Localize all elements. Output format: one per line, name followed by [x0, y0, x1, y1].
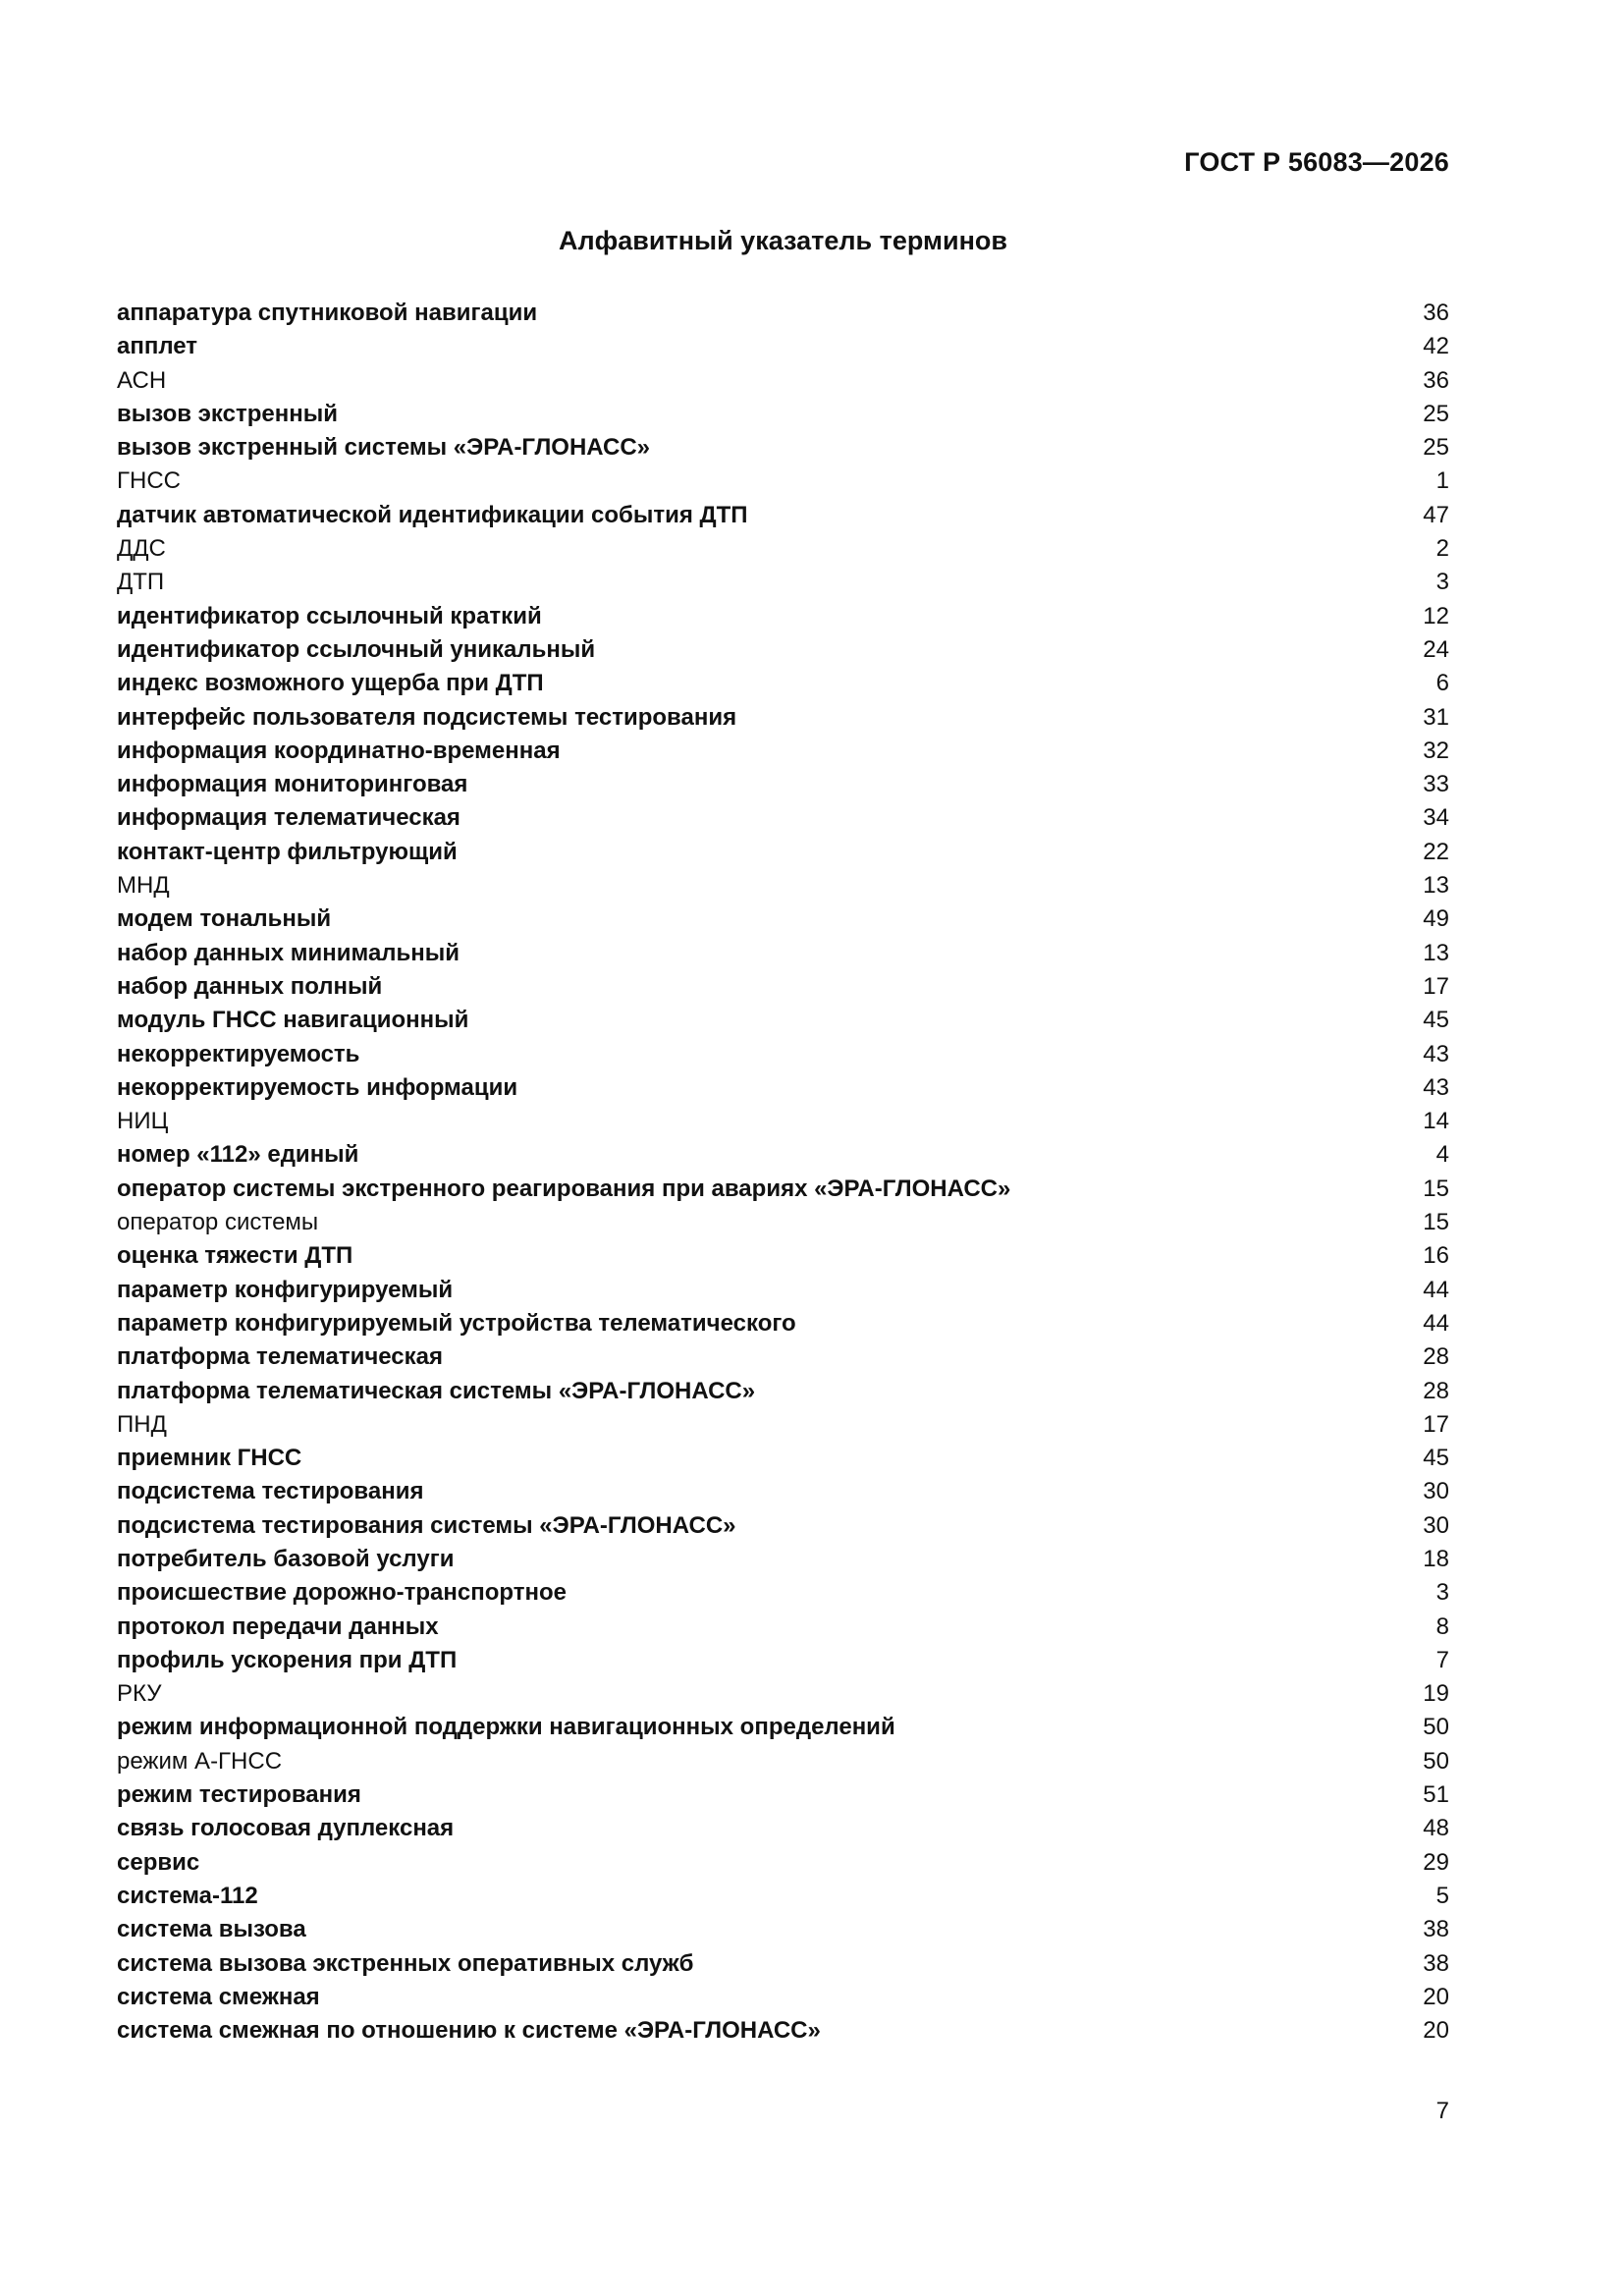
index-entry — [117, 735, 1449, 768]
index-entry-term: МНД — [117, 872, 170, 900]
index-entry-term: вызов экстренный — [117, 400, 338, 427]
index-entry — [117, 869, 1449, 902]
index-entry — [117, 1880, 1449, 1913]
index-entry-term: набор данных полный — [117, 972, 383, 1000]
index-entry-page: 25 — [1423, 434, 1449, 462]
index-entry-page: 2 — [1435, 535, 1449, 563]
index-entry — [117, 1677, 1449, 1711]
index-entry-page: 43 — [1423, 1040, 1449, 1067]
index-entry — [117, 1274, 1449, 1307]
index-entry-page: 6 — [1435, 670, 1449, 697]
index-entry-page: 45 — [1423, 1445, 1449, 1472]
index-entry-term: контакт-центр фильтрующий — [117, 838, 458, 865]
index-entry-term: система вызова экстренных оперативных служб — [117, 1949, 694, 1977]
index-entry-page: 20 — [1423, 2017, 1449, 2045]
index-entry-page: 29 — [1423, 1848, 1449, 1876]
index-entry-page: 8 — [1435, 1613, 1449, 1640]
index-entry-term: некорректируемость информации — [117, 1073, 518, 1101]
index-entry-term: профиль ускорения при ДТП — [117, 1646, 458, 1673]
index-entry-term: оператор системы экстренного реагирования при авариях «ЭРА-ГЛОНАСС» — [117, 1175, 1011, 1202]
index-entry — [117, 633, 1449, 667]
index-entry — [117, 1408, 1449, 1442]
index-entry — [117, 1239, 1449, 1273]
index-entry-term: набор данных минимальный — [117, 939, 460, 966]
index-entry-page: 49 — [1423, 905, 1449, 933]
index-entry — [117, 1711, 1449, 1744]
index-entry-term: система вызова — [117, 1916, 306, 1943]
index-entry-page: 50 — [1423, 1747, 1449, 1775]
index-entry-page: 3 — [1435, 569, 1449, 596]
index-entry — [117, 1846, 1449, 1880]
index-entry-page: 48 — [1423, 1815, 1449, 1842]
index-entry-term: платформа телематическая системы «ЭРА-ГЛОНАСС» — [117, 1377, 756, 1404]
index-entry — [117, 1442, 1449, 1475]
index-entry-term: параметр конфигурируемый устройства телематического — [117, 1309, 796, 1337]
index-entry-term: ДТП — [117, 569, 165, 596]
index-entry-page: 18 — [1423, 1545, 1449, 1572]
index-entry-page: 36 — [1423, 300, 1449, 326]
index-entry — [117, 499, 1449, 532]
index-entry — [117, 2014, 1449, 2048]
index-entry-page: 24 — [1423, 635, 1449, 663]
index-entry-term: параметр конфигурируемый — [117, 1276, 454, 1303]
index-entry — [117, 431, 1449, 465]
index-entry-page: 30 — [1423, 1478, 1449, 1505]
index-entry-term: аппаратура спутниковой навигации — [117, 300, 538, 326]
index-entry-page: 44 — [1423, 1309, 1449, 1337]
index-entry-term: номер «112» единый — [117, 1141, 359, 1169]
index-entry-term: сервис — [117, 1848, 200, 1876]
index-entry-page: 12 — [1423, 602, 1449, 629]
index-entry — [117, 1981, 1449, 2014]
index-entry-page: 25 — [1423, 400, 1449, 427]
index-entry-page: 51 — [1423, 1781, 1449, 1809]
index-entry-page: 30 — [1423, 1511, 1449, 1539]
index-entry-term: связь голосовая дуплексная — [117, 1815, 455, 1842]
index-entry-term: ГНСС — [117, 467, 181, 495]
index-entry-page: 13 — [1423, 939, 1449, 966]
index-entry-term: информация мониторинговая — [117, 771, 468, 798]
index-entry — [117, 297, 1449, 330]
index-entry-page: 1 — [1435, 467, 1449, 495]
index-entry — [117, 1611, 1449, 1644]
index-entry-term: система смежная — [117, 1983, 320, 2010]
index-entry — [117, 1745, 1449, 1778]
index-entry-term: модуль ГНСС навигационный — [117, 1007, 469, 1034]
index-entry-term: протокол передачи данных — [117, 1613, 439, 1640]
index-entry-term: информация координатно-временная — [117, 737, 561, 764]
index-entry-term: РКУ — [117, 1680, 162, 1708]
index-entry — [117, 330, 1449, 363]
index-entry-page: 17 — [1423, 1410, 1449, 1438]
index-entry-page: 16 — [1423, 1242, 1449, 1270]
index-entry — [117, 1105, 1449, 1138]
index-entry — [117, 1778, 1449, 1812]
index-entry-term: оценка тяжести ДТП — [117, 1242, 353, 1270]
page-number: 7 — [1435, 2098, 1449, 2124]
index-entry — [117, 836, 1449, 869]
index-entry-page: 15 — [1423, 1209, 1449, 1236]
index-entry-page: 43 — [1423, 1073, 1449, 1101]
index-entry — [117, 1947, 1449, 1981]
index-entry — [117, 768, 1449, 801]
index-entry — [117, 1812, 1449, 1845]
index-entry-page: 20 — [1423, 1983, 1449, 2010]
index-entry-page: 28 — [1423, 1343, 1449, 1371]
index-entry-page: 47 — [1423, 501, 1449, 528]
index-entry-term: интерфейс пользователя подсистемы тестирования — [117, 703, 737, 731]
index-entry-term: ПНД — [117, 1410, 167, 1438]
index-entry-page: 13 — [1423, 872, 1449, 900]
index-entry-term: потребитель базовой услуги — [117, 1545, 455, 1572]
index-entry — [117, 1307, 1449, 1340]
index-entry — [117, 465, 1449, 498]
index-title: Алфавитный указатель терминов — [559, 226, 1007, 255]
index-entry-term: модем тональный — [117, 905, 332, 933]
index-entry — [117, 1004, 1449, 1037]
index-entry-term: приемник ГНСС — [117, 1445, 302, 1472]
index-entry-term: система смежная по отношению к системе «ЭРА-ГЛОНАСС» — [117, 2017, 821, 2045]
index-entry-page: 7 — [1435, 1646, 1449, 1673]
index-entry — [117, 970, 1449, 1004]
index-entry-term: апплет — [117, 333, 198, 360]
index-entry-term: режим информационной поддержки навигационных определений — [117, 1714, 895, 1741]
index-entry — [117, 1644, 1449, 1677]
index-entry-term: индекс возможного ущерба при ДТП — [117, 670, 544, 697]
index-entry — [117, 1206, 1449, 1239]
index-entry — [117, 937, 1449, 970]
index-entry-page: 22 — [1423, 838, 1449, 865]
index-entry-term: платформа телематическая — [117, 1343, 444, 1371]
index-entry — [117, 1340, 1449, 1374]
index-entry — [117, 1173, 1449, 1206]
index-entry — [117, 1475, 1449, 1508]
index-entry — [117, 398, 1449, 431]
index-entry-page: 3 — [1435, 1579, 1449, 1607]
index-entry-term: некорректируемость — [117, 1040, 360, 1067]
index-entry-term: режим А-ГНСС — [117, 1747, 283, 1775]
index-entry-term: оператор системы — [117, 1209, 319, 1236]
index-entry-page: 42 — [1423, 333, 1449, 360]
index-entry — [117, 600, 1449, 633]
index-entry — [117, 1375, 1449, 1408]
index-entry-page: 36 — [1423, 366, 1449, 394]
index-entry-term: режим тестирования — [117, 1781, 361, 1809]
index-entry — [117, 1509, 1449, 1543]
index-entry-page: 15 — [1423, 1175, 1449, 1202]
index-entry-page: 38 — [1423, 1949, 1449, 1977]
index-entry-term: подсистема тестирования — [117, 1478, 424, 1505]
index-entry — [117, 532, 1449, 566]
document-code: ГОСТ Р 56083—2026 — [1184, 147, 1449, 177]
index-entry — [117, 364, 1449, 398]
index-entry-term: ДДС — [117, 535, 166, 563]
index-entry-page: 50 — [1423, 1714, 1449, 1741]
index-entry-term: НИЦ — [117, 1108, 169, 1135]
index-entry — [117, 1543, 1449, 1576]
index-entry-term: идентификатор ссылочный уникальный — [117, 635, 596, 663]
index-entry — [117, 566, 1449, 599]
index-entry-page: 45 — [1423, 1007, 1449, 1034]
index-entry-page: 33 — [1423, 771, 1449, 798]
index-entry — [117, 1913, 1449, 1946]
index-entry — [117, 902, 1449, 936]
index-entry-page: 32 — [1423, 737, 1449, 764]
index-entry — [117, 701, 1449, 735]
index-entry-page: 5 — [1435, 1882, 1449, 1909]
terms-index-list — [117, 297, 1449, 2048]
index-entry-page: 14 — [1423, 1108, 1449, 1135]
index-entry — [117, 1038, 1449, 1071]
index-entry — [117, 667, 1449, 700]
index-entry-page: 44 — [1423, 1276, 1449, 1303]
index-entry-term: подсистема тестирования системы «ЭРА-ГЛОНАСС» — [117, 1511, 736, 1539]
index-entry-term: АСН — [117, 366, 167, 394]
index-entry — [117, 1576, 1449, 1610]
index-entry-page: 34 — [1423, 804, 1449, 832]
index-entry-page: 19 — [1423, 1680, 1449, 1708]
index-entry-term: вызов экстренный системы «ЭРА-ГЛОНАСС» — [117, 434, 651, 462]
index-entry-page: 38 — [1423, 1916, 1449, 1943]
index-entry-term: происшествие дорожно-транспортное — [117, 1579, 568, 1607]
index-entry — [117, 801, 1449, 835]
index-entry-page: 28 — [1423, 1377, 1449, 1404]
index-entry — [117, 1071, 1449, 1105]
index-entry-page: 17 — [1423, 972, 1449, 1000]
index-entry-page: 4 — [1435, 1141, 1449, 1169]
index-entry — [117, 1138, 1449, 1172]
index-entry-page: 31 — [1423, 703, 1449, 731]
index-entry-term: датчик автоматической идентификации события ДТП — [117, 501, 748, 528]
index-entry-term: система-112 — [117, 1882, 258, 1909]
index-entry-term: идентификатор ссылочный краткий — [117, 602, 542, 629]
index-entry-term: информация телематическая — [117, 804, 460, 832]
